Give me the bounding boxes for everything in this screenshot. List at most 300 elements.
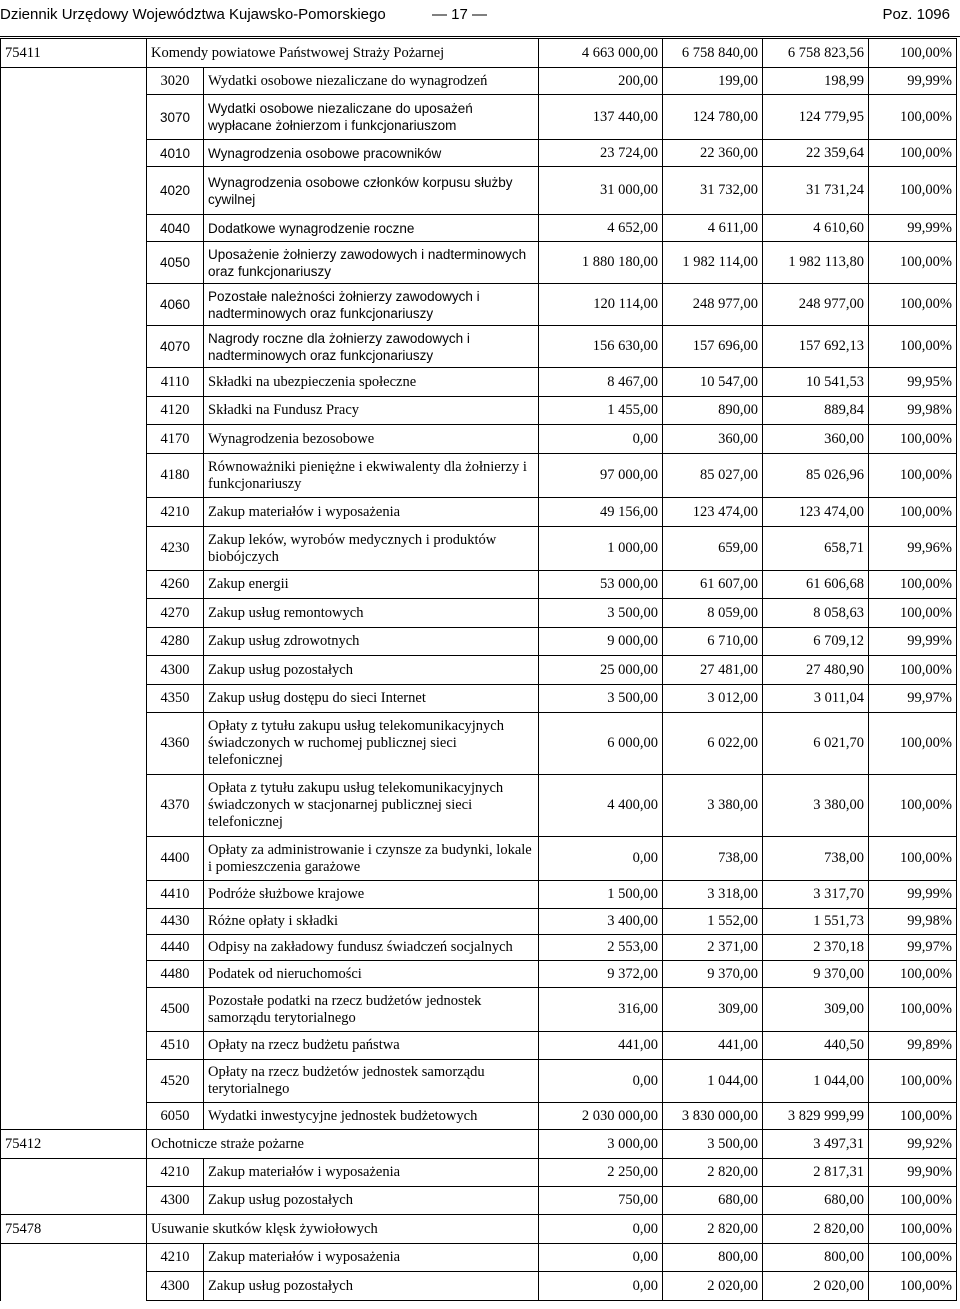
row-after: 1 044,00 <box>663 1060 763 1103</box>
paragraph-name: Pozostałe podatki na rzecz budżetów jednostek samorządu terytorialnego <box>204 988 539 1032</box>
row-pct: 100,00% <box>869 961 957 988</box>
row-plan: 4 400,00 <box>539 775 663 837</box>
row-plan: 441,00 <box>539 1032 663 1060</box>
row-spacer <box>1 961 147 988</box>
row-spacer <box>1 656 147 685</box>
table-row <box>1 425 957 454</box>
paragraph-code: 4180 <box>147 454 204 498</box>
row-after: 680,00 <box>663 1187 763 1215</box>
row-exec: 889,84 <box>763 397 869 425</box>
paragraph-name: Zakup usług pozostałych <box>204 1187 539 1215</box>
row-spacer <box>1 713 147 775</box>
row-after: 3 318,00 <box>663 881 763 909</box>
table-row <box>1 454 957 498</box>
row-plan: 25 000,00 <box>539 656 663 685</box>
position-number: Poz. 1096 <box>882 6 950 23</box>
row-pct: 99,99% <box>869 628 957 656</box>
table-row <box>1 215 957 242</box>
paragraph-name: Nagrody roczne dla żołnierzy zawodowych i nadterminowych oraz funkcjonariuszy <box>204 326 539 368</box>
row-pct: 99,98% <box>869 397 957 425</box>
paragraph-code: 4020 <box>147 167 204 215</box>
row-plan: 316,00 <box>539 988 663 1032</box>
page-number: — 17 — <box>432 6 488 23</box>
row-after: 890,00 <box>663 397 763 425</box>
row-after: 22 360,00 <box>663 140 763 167</box>
row-plan: 0,00 <box>539 1272 663 1301</box>
row-plan: 2 250,00 <box>539 1159 663 1187</box>
row-pct: 100,00% <box>869 95 957 140</box>
row-after: 800,00 <box>663 1244 763 1272</box>
row-plan: 0,00 <box>539 1244 663 1272</box>
paragraph-code: 4110 <box>147 368 204 397</box>
row-after: 123 474,00 <box>663 498 763 527</box>
row-plan: 23 724,00 <box>539 140 663 167</box>
row-pct: 99,98% <box>869 909 957 935</box>
row-exec: 124 779,95 <box>763 95 869 140</box>
row-after: 3 012,00 <box>663 685 763 713</box>
row-spacer <box>1 68 147 95</box>
row-spacer <box>1 454 147 498</box>
row-plan: 8 467,00 <box>539 368 663 397</box>
row-plan: 31 000,00 <box>539 167 663 215</box>
journal-title: Dziennik Urzędowy Województwa Kujawsko-Pomorskiego <box>0 6 386 23</box>
paragraph-name: Uposażenie żołnierzy zawodowych i nadterminowych oraz funkcjonariuszy <box>204 242 539 284</box>
row-spacer <box>1 167 147 215</box>
row-exec: 2 370,18 <box>763 935 869 961</box>
row-plan: 3 500,00 <box>539 599 663 628</box>
row-after: 3 380,00 <box>663 775 763 837</box>
budget-table-container <box>0 37 960 1307</box>
row-spacer <box>1 881 147 909</box>
row-plan: 750,00 <box>539 1187 663 1215</box>
row-exec: 2 817,31 <box>763 1159 869 1187</box>
budget-table-body <box>1 39 957 1301</box>
paragraph-name: Zakup materiałów i wyposażenia <box>204 498 539 527</box>
row-plan: 1 500,00 <box>539 881 663 909</box>
section-row <box>1 1130 957 1159</box>
row-spacer <box>1 326 147 368</box>
row-pct: 99,97% <box>869 935 957 961</box>
paragraph-code: 4520 <box>147 1060 204 1103</box>
row-after: 9 370,00 <box>663 961 763 988</box>
paragraph-name: Odpisy na zakładowy fundusz świadczeń socjalnych <box>204 935 539 961</box>
row-pct: 99,89% <box>869 1032 957 1060</box>
row-exec: 4 610,60 <box>763 215 869 242</box>
table-row <box>1 1159 957 1187</box>
row-pct: 100,00% <box>869 1060 957 1103</box>
table-row <box>1 656 957 685</box>
section-after: 2 820,00 <box>663 1215 763 1244</box>
paragraph-code: 3070 <box>147 95 204 140</box>
paragraph-name: Opłaty na rzecz budżetu państwa <box>204 1032 539 1060</box>
row-after: 124 780,00 <box>663 95 763 140</box>
row-plan: 49 156,00 <box>539 498 663 527</box>
row-after: 738,00 <box>663 837 763 881</box>
row-plan: 2 030 000,00 <box>539 1103 663 1130</box>
table-row <box>1 713 957 775</box>
row-exec: 309,00 <box>763 988 869 1032</box>
row-exec: 800,00 <box>763 1244 869 1272</box>
row-plan: 9 372,00 <box>539 961 663 988</box>
row-plan: 200,00 <box>539 68 663 95</box>
paragraph-name: Podróże służbowe krajowe <box>204 881 539 909</box>
page-header <box>0 0 960 37</box>
row-exec: 6 021,70 <box>763 713 869 775</box>
row-spacer <box>1 1187 147 1215</box>
paragraph-name: Zakup usług zdrowotnych <box>204 628 539 656</box>
paragraph-code: 4260 <box>147 571 204 599</box>
paragraph-name: Zakup materiałów i wyposażenia <box>204 1244 539 1272</box>
row-plan: 0,00 <box>539 837 663 881</box>
section-after: 6 758 840,00 <box>663 39 763 68</box>
paragraph-code: 4210 <box>147 498 204 527</box>
row-pct: 100,00% <box>869 1103 957 1130</box>
row-after: 6 710,00 <box>663 628 763 656</box>
row-plan: 53 000,00 <box>539 571 663 599</box>
budget-table <box>0 38 957 1301</box>
row-plan: 3 400,00 <box>539 909 663 935</box>
paragraph-code: 4010 <box>147 140 204 167</box>
table-row <box>1 1060 957 1103</box>
row-after: 309,00 <box>663 988 763 1032</box>
row-spacer <box>1 571 147 599</box>
row-spacer <box>1 95 147 140</box>
table-row <box>1 326 957 368</box>
section-pct: 99,92% <box>869 1130 957 1159</box>
row-spacer <box>1 909 147 935</box>
row-exec: 61 606,68 <box>763 571 869 599</box>
row-exec: 27 480,90 <box>763 656 869 685</box>
paragraph-code: 3020 <box>147 68 204 95</box>
row-spacer <box>1 1103 147 1130</box>
row-after: 2 020,00 <box>663 1272 763 1301</box>
section-code: 75412 <box>1 1130 147 1159</box>
row-exec: 1 044,00 <box>763 1060 869 1103</box>
row-after: 360,00 <box>663 425 763 454</box>
paragraph-code: 6050 <box>147 1103 204 1130</box>
row-spacer <box>1 775 147 837</box>
paragraph-code: 4300 <box>147 656 204 685</box>
table-row <box>1 599 957 628</box>
table-row <box>1 685 957 713</box>
table-row <box>1 1187 957 1215</box>
table-row <box>1 988 957 1032</box>
row-plan: 1 880 180,00 <box>539 242 663 284</box>
table-row <box>1 775 957 837</box>
table-row <box>1 95 957 140</box>
table-row <box>1 1032 957 1060</box>
paragraph-code: 4440 <box>147 935 204 961</box>
section-row <box>1 39 957 68</box>
row-exec: 680,00 <box>763 1187 869 1215</box>
paragraph-code: 4050 <box>147 242 204 284</box>
paragraph-code: 4300 <box>147 1187 204 1215</box>
section-code: 75478 <box>1 1215 147 1244</box>
table-row <box>1 1103 957 1130</box>
paragraph-name: Składki na ubezpieczenia społeczne <box>204 368 539 397</box>
row-pct: 100,00% <box>869 1244 957 1272</box>
row-spacer <box>1 935 147 961</box>
row-spacer <box>1 988 147 1032</box>
paragraph-name: Zakup usług remontowych <box>204 599 539 628</box>
section-exec: 3 497,31 <box>763 1130 869 1159</box>
row-plan: 3 500,00 <box>539 685 663 713</box>
paragraph-code: 4170 <box>147 425 204 454</box>
row-after: 27 481,00 <box>663 656 763 685</box>
section-after: 3 500,00 <box>663 1130 763 1159</box>
section-name: Usuwanie skutków klęsk żywiołowych <box>147 1215 539 1244</box>
row-spacer <box>1 599 147 628</box>
paragraph-name: Opłaty za administrowanie i czynsze za budynki, lokale i pomieszczenia garażowe <box>204 837 539 881</box>
paragraph-name: Zakup usług pozostałych <box>204 656 539 685</box>
row-plan: 4 652,00 <box>539 215 663 242</box>
section-row <box>1 1215 957 1244</box>
row-exec: 3 829 999,99 <box>763 1103 869 1130</box>
row-pct: 99,96% <box>869 527 957 571</box>
table-row <box>1 68 957 95</box>
paragraph-code: 4210 <box>147 1244 204 1272</box>
row-pct: 100,00% <box>869 599 957 628</box>
paragraph-name: Opłaty z tytułu zakupu usług telekomunikacyjnych świadczonych w ruchomej publicznej sieci telefonicznej <box>204 713 539 775</box>
row-exec: 1 982 113,80 <box>763 242 869 284</box>
row-after: 2 820,00 <box>663 1159 763 1187</box>
paragraph-name: Różne opłaty i składki <box>204 909 539 935</box>
row-pct: 100,00% <box>869 498 957 527</box>
row-pct: 100,00% <box>869 656 957 685</box>
row-after: 157 696,00 <box>663 326 763 368</box>
paragraph-name: Podatek od nieruchomości <box>204 961 539 988</box>
row-pct: 100,00% <box>869 326 957 368</box>
table-row <box>1 140 957 167</box>
row-plan: 120 114,00 <box>539 284 663 326</box>
row-plan: 0,00 <box>539 425 663 454</box>
row-exec: 1 551,73 <box>763 909 869 935</box>
row-exec: 198,99 <box>763 68 869 95</box>
row-spacer <box>1 1060 147 1103</box>
paragraph-code: 4300 <box>147 1272 204 1301</box>
row-plan: 1 455,00 <box>539 397 663 425</box>
row-pct: 100,00% <box>869 775 957 837</box>
row-pct: 99,99% <box>869 215 957 242</box>
paragraph-name: Dodatkowe wynagrodzenie roczne <box>204 215 539 242</box>
row-spacer <box>1 628 147 656</box>
row-spacer <box>1 527 147 571</box>
section-code: 75411 <box>1 39 147 68</box>
paragraph-code: 4280 <box>147 628 204 656</box>
table-row <box>1 242 957 284</box>
table-row <box>1 527 957 571</box>
paragraph-code: 4480 <box>147 961 204 988</box>
section-name: Komendy powiatowe Państwowej Straży Pożarnej <box>147 39 539 68</box>
row-spacer <box>1 284 147 326</box>
paragraph-name: Zakup usług dostępu do sieci Internet <box>204 685 539 713</box>
row-after: 199,00 <box>663 68 763 95</box>
row-after: 85 027,00 <box>663 454 763 498</box>
row-plan: 9 000,00 <box>539 628 663 656</box>
paragraph-code: 4360 <box>147 713 204 775</box>
row-spacer <box>1 425 147 454</box>
paragraph-code: 4120 <box>147 397 204 425</box>
paragraph-name: Wynagrodzenia bezosobowe <box>204 425 539 454</box>
table-row <box>1 628 957 656</box>
row-pct: 100,00% <box>869 988 957 1032</box>
paragraph-name: Składki na Fundusz Pracy <box>204 397 539 425</box>
paragraph-code: 4430 <box>147 909 204 935</box>
row-exec: 2 020,00 <box>763 1272 869 1301</box>
row-pct: 100,00% <box>869 571 957 599</box>
paragraph-code: 4510 <box>147 1032 204 1060</box>
table-row <box>1 935 957 961</box>
row-exec: 738,00 <box>763 837 869 881</box>
section-plan: 4 663 000,00 <box>539 39 663 68</box>
paragraph-code: 4350 <box>147 685 204 713</box>
row-pct: 100,00% <box>869 837 957 881</box>
row-after: 441,00 <box>663 1032 763 1060</box>
row-exec: 360,00 <box>763 425 869 454</box>
paragraph-code: 4410 <box>147 881 204 909</box>
row-exec: 658,71 <box>763 527 869 571</box>
row-after: 8 059,00 <box>663 599 763 628</box>
paragraph-code: 4400 <box>147 837 204 881</box>
row-after: 3 830 000,00 <box>663 1103 763 1130</box>
paragraph-code: 4370 <box>147 775 204 837</box>
row-after: 10 547,00 <box>663 368 763 397</box>
paragraph-code: 4060 <box>147 284 204 326</box>
row-spacer <box>1 1272 147 1301</box>
paragraph-name: Zakup leków, wyrobów medycznych i produktów biobójczych <box>204 527 539 571</box>
row-exec: 22 359,64 <box>763 140 869 167</box>
paragraph-code: 4500 <box>147 988 204 1032</box>
row-plan: 0,00 <box>539 1060 663 1103</box>
row-pct: 100,00% <box>869 454 957 498</box>
row-exec: 10 541,53 <box>763 368 869 397</box>
paragraph-name: Wydatki osobowe niezaliczane do uposażeń wypłacane żołnierzom i funkcjonariuszom <box>204 95 539 140</box>
paragraph-name: Równoważniki pieniężne i ekwiwalenty dla żołnierzy i funkcjonariuszy <box>204 454 539 498</box>
row-exec: 3 011,04 <box>763 685 869 713</box>
row-plan: 2 553,00 <box>539 935 663 961</box>
section-plan: 0,00 <box>539 1215 663 1244</box>
row-pct: 99,99% <box>869 68 957 95</box>
table-row <box>1 881 957 909</box>
row-after: 2 371,00 <box>663 935 763 961</box>
paragraph-name: Zakup materiałów i wyposażenia <box>204 1159 539 1187</box>
section-plan: 3 000,00 <box>539 1130 663 1159</box>
row-spacer <box>1 837 147 881</box>
row-spacer <box>1 397 147 425</box>
paragraph-name: Zakup energii <box>204 571 539 599</box>
row-plan: 6 000,00 <box>539 713 663 775</box>
paragraph-code: 4270 <box>147 599 204 628</box>
row-exec: 85 026,96 <box>763 454 869 498</box>
paragraph-code: 4230 <box>147 527 204 571</box>
row-pct: 99,99% <box>869 881 957 909</box>
row-pct: 100,00% <box>869 242 957 284</box>
row-after: 248 977,00 <box>663 284 763 326</box>
row-pct: 100,00% <box>869 167 957 215</box>
section-exec: 2 820,00 <box>763 1215 869 1244</box>
row-after: 31 732,00 <box>663 167 763 215</box>
row-exec: 157 692,13 <box>763 326 869 368</box>
row-after: 659,00 <box>663 527 763 571</box>
paragraph-name: Opłata z tytułu zakupu usług telekomunikacyjnych świadczonych w stacjonarnej publicznej sieci telefonicznej <box>204 775 539 837</box>
paragraph-name: Wynagrodzenia osobowe pracowników <box>204 140 539 167</box>
row-plan: 1 000,00 <box>539 527 663 571</box>
row-exec: 8 058,63 <box>763 599 869 628</box>
section-pct: 100,00% <box>869 1215 957 1244</box>
table-row <box>1 571 957 599</box>
row-pct: 100,00% <box>869 284 957 326</box>
section-name: Ochotnicze straże pożarne <box>147 1130 539 1159</box>
table-row <box>1 368 957 397</box>
row-spacer <box>1 498 147 527</box>
row-spacer <box>1 685 147 713</box>
table-row <box>1 909 957 935</box>
row-exec: 6 709,12 <box>763 628 869 656</box>
row-exec: 440,50 <box>763 1032 869 1060</box>
row-spacer <box>1 140 147 167</box>
row-plan: 97 000,00 <box>539 454 663 498</box>
row-pct: 99,95% <box>869 368 957 397</box>
row-exec: 123 474,00 <box>763 498 869 527</box>
table-row <box>1 397 957 425</box>
row-plan: 156 630,00 <box>539 326 663 368</box>
row-spacer <box>1 242 147 284</box>
row-exec: 31 731,24 <box>763 167 869 215</box>
row-exec: 3 317,70 <box>763 881 869 909</box>
row-spacer <box>1 368 147 397</box>
row-spacer <box>1 1032 147 1060</box>
table-row <box>1 1272 957 1301</box>
section-exec: 6 758 823,56 <box>763 39 869 68</box>
row-exec: 9 370,00 <box>763 961 869 988</box>
row-after: 6 022,00 <box>663 713 763 775</box>
table-row <box>1 1244 957 1272</box>
paragraph-name: Pozostałe należności żołnierzy zawodowych i nadterminowych oraz funkcjonariuszy <box>204 284 539 326</box>
table-row <box>1 167 957 215</box>
row-after: 1 982 114,00 <box>663 242 763 284</box>
row-after: 1 552,00 <box>663 909 763 935</box>
table-row <box>1 961 957 988</box>
paragraph-code: 4040 <box>147 215 204 242</box>
row-pct: 100,00% <box>869 1272 957 1301</box>
paragraph-name: Opłaty na rzecz budżetów jednostek samorządu terytorialnego <box>204 1060 539 1103</box>
paragraph-name: Wydatki inwestycyjne jednostek budżetowych <box>204 1103 539 1130</box>
table-row <box>1 837 957 881</box>
row-pct: 100,00% <box>869 1187 957 1215</box>
row-spacer <box>1 1159 147 1187</box>
section-pct: 100,00% <box>869 39 957 68</box>
row-pct: 100,00% <box>869 713 957 775</box>
row-after: 61 607,00 <box>663 571 763 599</box>
row-exec: 3 380,00 <box>763 775 869 837</box>
row-pct: 100,00% <box>869 425 957 454</box>
paragraph-name: Wydatki osobowe niezaliczane do wynagrodzeń <box>204 68 539 95</box>
row-exec: 248 977,00 <box>763 284 869 326</box>
row-pct: 99,97% <box>869 685 957 713</box>
row-pct: 100,00% <box>869 140 957 167</box>
table-row <box>1 498 957 527</box>
row-spacer <box>1 1244 147 1272</box>
row-pct: 99,90% <box>869 1159 957 1187</box>
paragraph-code: 4210 <box>147 1159 204 1187</box>
paragraph-code: 4070 <box>147 326 204 368</box>
row-spacer <box>1 215 147 242</box>
paragraph-name: Wynagrodzenia osobowe członków korpusu służby cywilnej <box>204 167 539 215</box>
table-row <box>1 284 957 326</box>
row-after: 4 611,00 <box>663 215 763 242</box>
row-plan: 137 440,00 <box>539 95 663 140</box>
paragraph-name: Zakup usług pozostałych <box>204 1272 539 1301</box>
